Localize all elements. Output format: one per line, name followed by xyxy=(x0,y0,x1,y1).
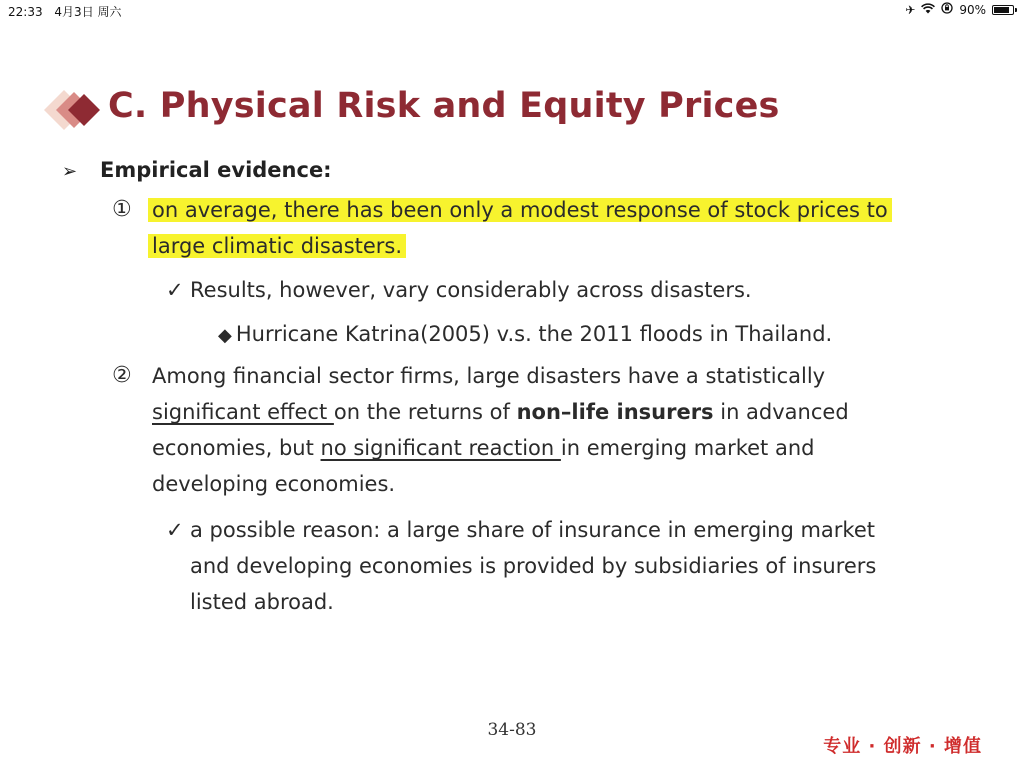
item2-line-3-start: economies, but xyxy=(152,436,321,460)
item-number-2: ② xyxy=(112,363,132,388)
battery-percent: 90% xyxy=(959,2,986,17)
diamond-bullet-icon: ◆ xyxy=(218,325,232,346)
highlighted-text-line-2: large climatic disasters. xyxy=(148,234,406,258)
wifi-icon xyxy=(921,3,935,17)
slide xyxy=(0,20,1024,768)
battery-fill xyxy=(994,7,1009,13)
subsub-bullet-text: Hurricane Katrina(2005) v.s. the 2011 floods in Thailand. xyxy=(235,322,833,346)
evidence-item-1-sub xyxy=(166,272,752,308)
underlined-significant-effect: significant effect xyxy=(152,400,334,424)
item2-line-1: Among financial sector firms, large disasters have a statistically xyxy=(152,364,826,388)
airplane-icon: ✈ xyxy=(905,2,916,17)
status-time: 22:33 xyxy=(8,5,43,19)
item2-sub-line-1: a possible reason: a large share of insurance in emerging market xyxy=(190,518,875,542)
title-diamonds-icon xyxy=(26,82,104,138)
status-bar-left xyxy=(8,3,130,20)
status-date: 4月3日 周六 xyxy=(54,5,122,19)
item2-sub-line-3: listed abroad. xyxy=(190,590,334,614)
section-heading xyxy=(62,152,332,190)
item-number-1: ① xyxy=(112,197,132,222)
highlighted-text-line-1: on average, there has been only a modest response of stock prices to xyxy=(148,198,892,222)
evidence-item-1-subsub xyxy=(218,316,832,354)
bold-non-life-insurers: non–life insurers xyxy=(516,400,714,424)
item2-line-3 xyxy=(152,430,849,466)
status-bar-right xyxy=(905,2,1014,17)
status-bar xyxy=(0,0,1024,20)
underlined-no-significant-reaction: no significant reaction xyxy=(320,436,561,460)
footer-brand: 专业 · 创新 · 增值 xyxy=(823,736,982,757)
section-label: Empirical evidence: xyxy=(100,158,332,182)
item2-line-2-text: on the returns of xyxy=(333,400,517,424)
page-number: 34-83 xyxy=(487,720,537,740)
item2-line-2 xyxy=(152,394,849,430)
item2-line-2-end: in advanced xyxy=(713,400,849,424)
item2-line-3-end: in emerging market and xyxy=(560,436,815,460)
item2-line-4: developing economies. xyxy=(152,472,396,496)
sub-bullet-text: Results, however, vary considerably across disasters. xyxy=(190,278,752,302)
arrow-bullet-icon: ➢ xyxy=(62,161,78,182)
slide-title: C. Physical Risk and Equity Prices xyxy=(108,86,780,126)
check-icon: ✓ xyxy=(166,518,184,542)
check-icon: ✓ xyxy=(166,278,184,302)
rotation-lock-icon xyxy=(941,2,953,17)
battery-icon xyxy=(992,5,1014,15)
item2-sub-line-2: and developing economies is provided by subsidiaries of insurers xyxy=(190,554,877,578)
